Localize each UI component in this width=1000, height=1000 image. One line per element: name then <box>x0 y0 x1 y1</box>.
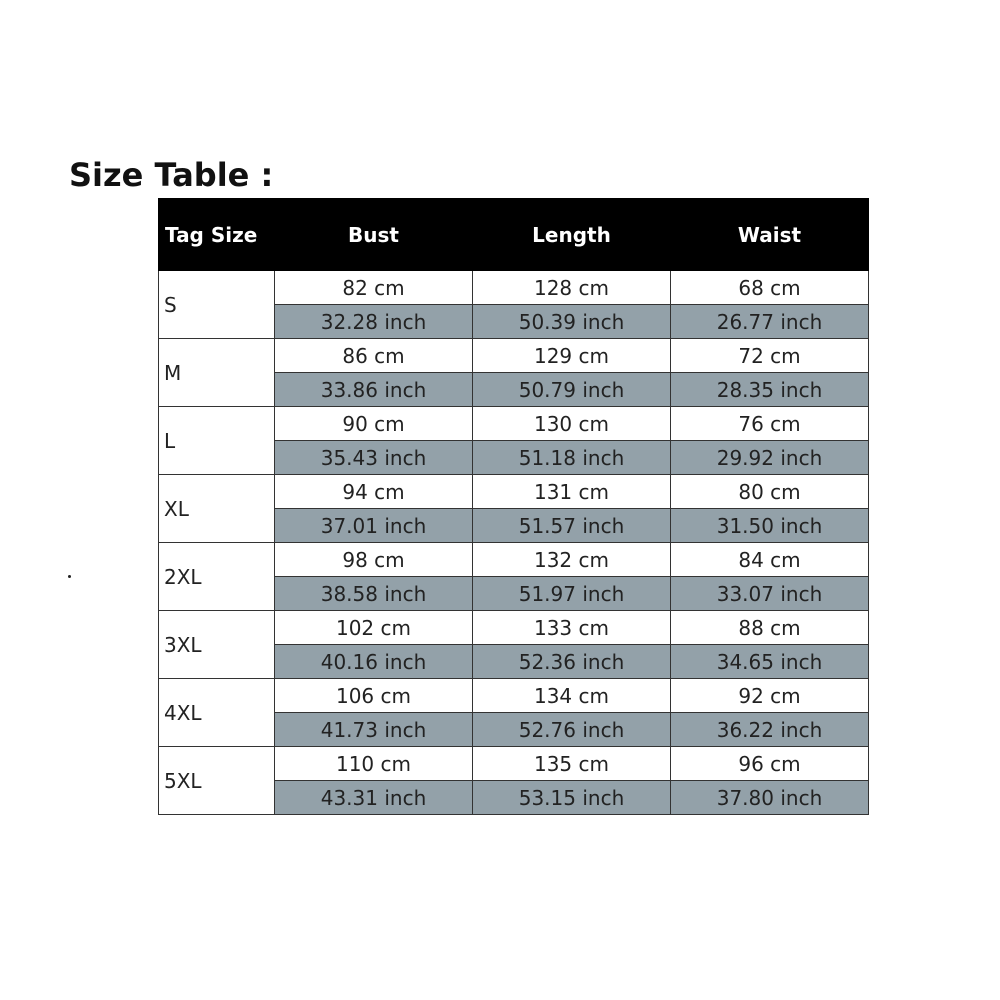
bust-inch-cell: 41.73 inch <box>275 713 473 747</box>
bust-cm-cell: 82 cm <box>275 271 473 305</box>
table-row-cm <box>159 339 869 373</box>
length-inch-cell: 51.97 inch <box>473 577 671 611</box>
tag-size-cell: 3XL <box>159 611 275 679</box>
bust-inch-cell: 43.31 inch <box>275 781 473 815</box>
waist-cm-cell: 76 cm <box>671 407 869 441</box>
bust-inch-cell: 37.01 inch <box>275 509 473 543</box>
length-cm-cell: 129 cm <box>473 339 671 373</box>
length-cm-cell: 130 cm <box>473 407 671 441</box>
length-inch-cell: 53.15 inch <box>473 781 671 815</box>
length-cm-cell: 133 cm <box>473 611 671 645</box>
bust-inch-cell: 40.16 inch <box>275 645 473 679</box>
size-table <box>158 198 869 815</box>
table-body <box>159 271 869 815</box>
bust-inch-cell: 32.28 inch <box>275 305 473 339</box>
tag-size-cell: 5XL <box>159 747 275 815</box>
bust-cm-cell: 102 cm <box>275 611 473 645</box>
header-length: Length <box>473 199 671 271</box>
waist-inch-cell: 37.80 inch <box>671 781 869 815</box>
tag-size-cell: M <box>159 339 275 407</box>
waist-cm-cell: 92 cm <box>671 679 869 713</box>
table-row-cm <box>159 747 869 781</box>
waist-cm-cell: 80 cm <box>671 475 869 509</box>
waist-inch-cell: 29.92 inch <box>671 441 869 475</box>
waist-cm-cell: 72 cm <box>671 339 869 373</box>
table-row-cm <box>159 271 869 305</box>
tag-size-cell: 4XL <box>159 679 275 747</box>
tag-size-cell: 2XL <box>159 543 275 611</box>
length-inch-cell: 51.18 inch <box>473 441 671 475</box>
waist-inch-cell: 26.77 inch <box>671 305 869 339</box>
bust-inch-cell: 33.86 inch <box>275 373 473 407</box>
length-cm-cell: 128 cm <box>473 271 671 305</box>
header-bust: Bust <box>275 199 473 271</box>
length-cm-cell: 132 cm <box>473 543 671 577</box>
bust-cm-cell: 98 cm <box>275 543 473 577</box>
waist-inch-cell: 33.07 inch <box>671 577 869 611</box>
length-inch-cell: 50.79 inch <box>473 373 671 407</box>
table-row-cm <box>159 679 869 713</box>
waist-cm-cell: 96 cm <box>671 747 869 781</box>
length-cm-cell: 131 cm <box>473 475 671 509</box>
length-cm-cell: 134 cm <box>473 679 671 713</box>
waist-inch-cell: 28.35 inch <box>671 373 869 407</box>
table-row-cm <box>159 407 869 441</box>
bust-cm-cell: 94 cm <box>275 475 473 509</box>
bust-cm-cell: 90 cm <box>275 407 473 441</box>
tag-size-cell: L <box>159 407 275 475</box>
header-waist: Waist <box>671 199 869 271</box>
table-header-row <box>159 199 869 271</box>
tag-size-cell: S <box>159 271 275 339</box>
bust-inch-cell: 38.58 inch <box>275 577 473 611</box>
bust-inch-cell: 35.43 inch <box>275 441 473 475</box>
waist-cm-cell: 88 cm <box>671 611 869 645</box>
table-row-cm <box>159 543 869 577</box>
page-title: Size Table : <box>69 156 274 194</box>
waist-cm-cell: 84 cm <box>671 543 869 577</box>
table-row-cm <box>159 611 869 645</box>
bust-cm-cell: 86 cm <box>275 339 473 373</box>
bust-cm-cell: 106 cm <box>275 679 473 713</box>
header-tag-size: Tag Size <box>159 199 275 271</box>
waist-inch-cell: 31.50 inch <box>671 509 869 543</box>
length-inch-cell: 52.76 inch <box>473 713 671 747</box>
waist-cm-cell: 68 cm <box>671 271 869 305</box>
stray-dot <box>68 575 71 578</box>
table-row-cm <box>159 475 869 509</box>
waist-inch-cell: 36.22 inch <box>671 713 869 747</box>
tag-size-cell: XL <box>159 475 275 543</box>
length-inch-cell: 51.57 inch <box>473 509 671 543</box>
length-inch-cell: 52.36 inch <box>473 645 671 679</box>
length-cm-cell: 135 cm <box>473 747 671 781</box>
waist-inch-cell: 34.65 inch <box>671 645 869 679</box>
bust-cm-cell: 110 cm <box>275 747 473 781</box>
length-inch-cell: 50.39 inch <box>473 305 671 339</box>
